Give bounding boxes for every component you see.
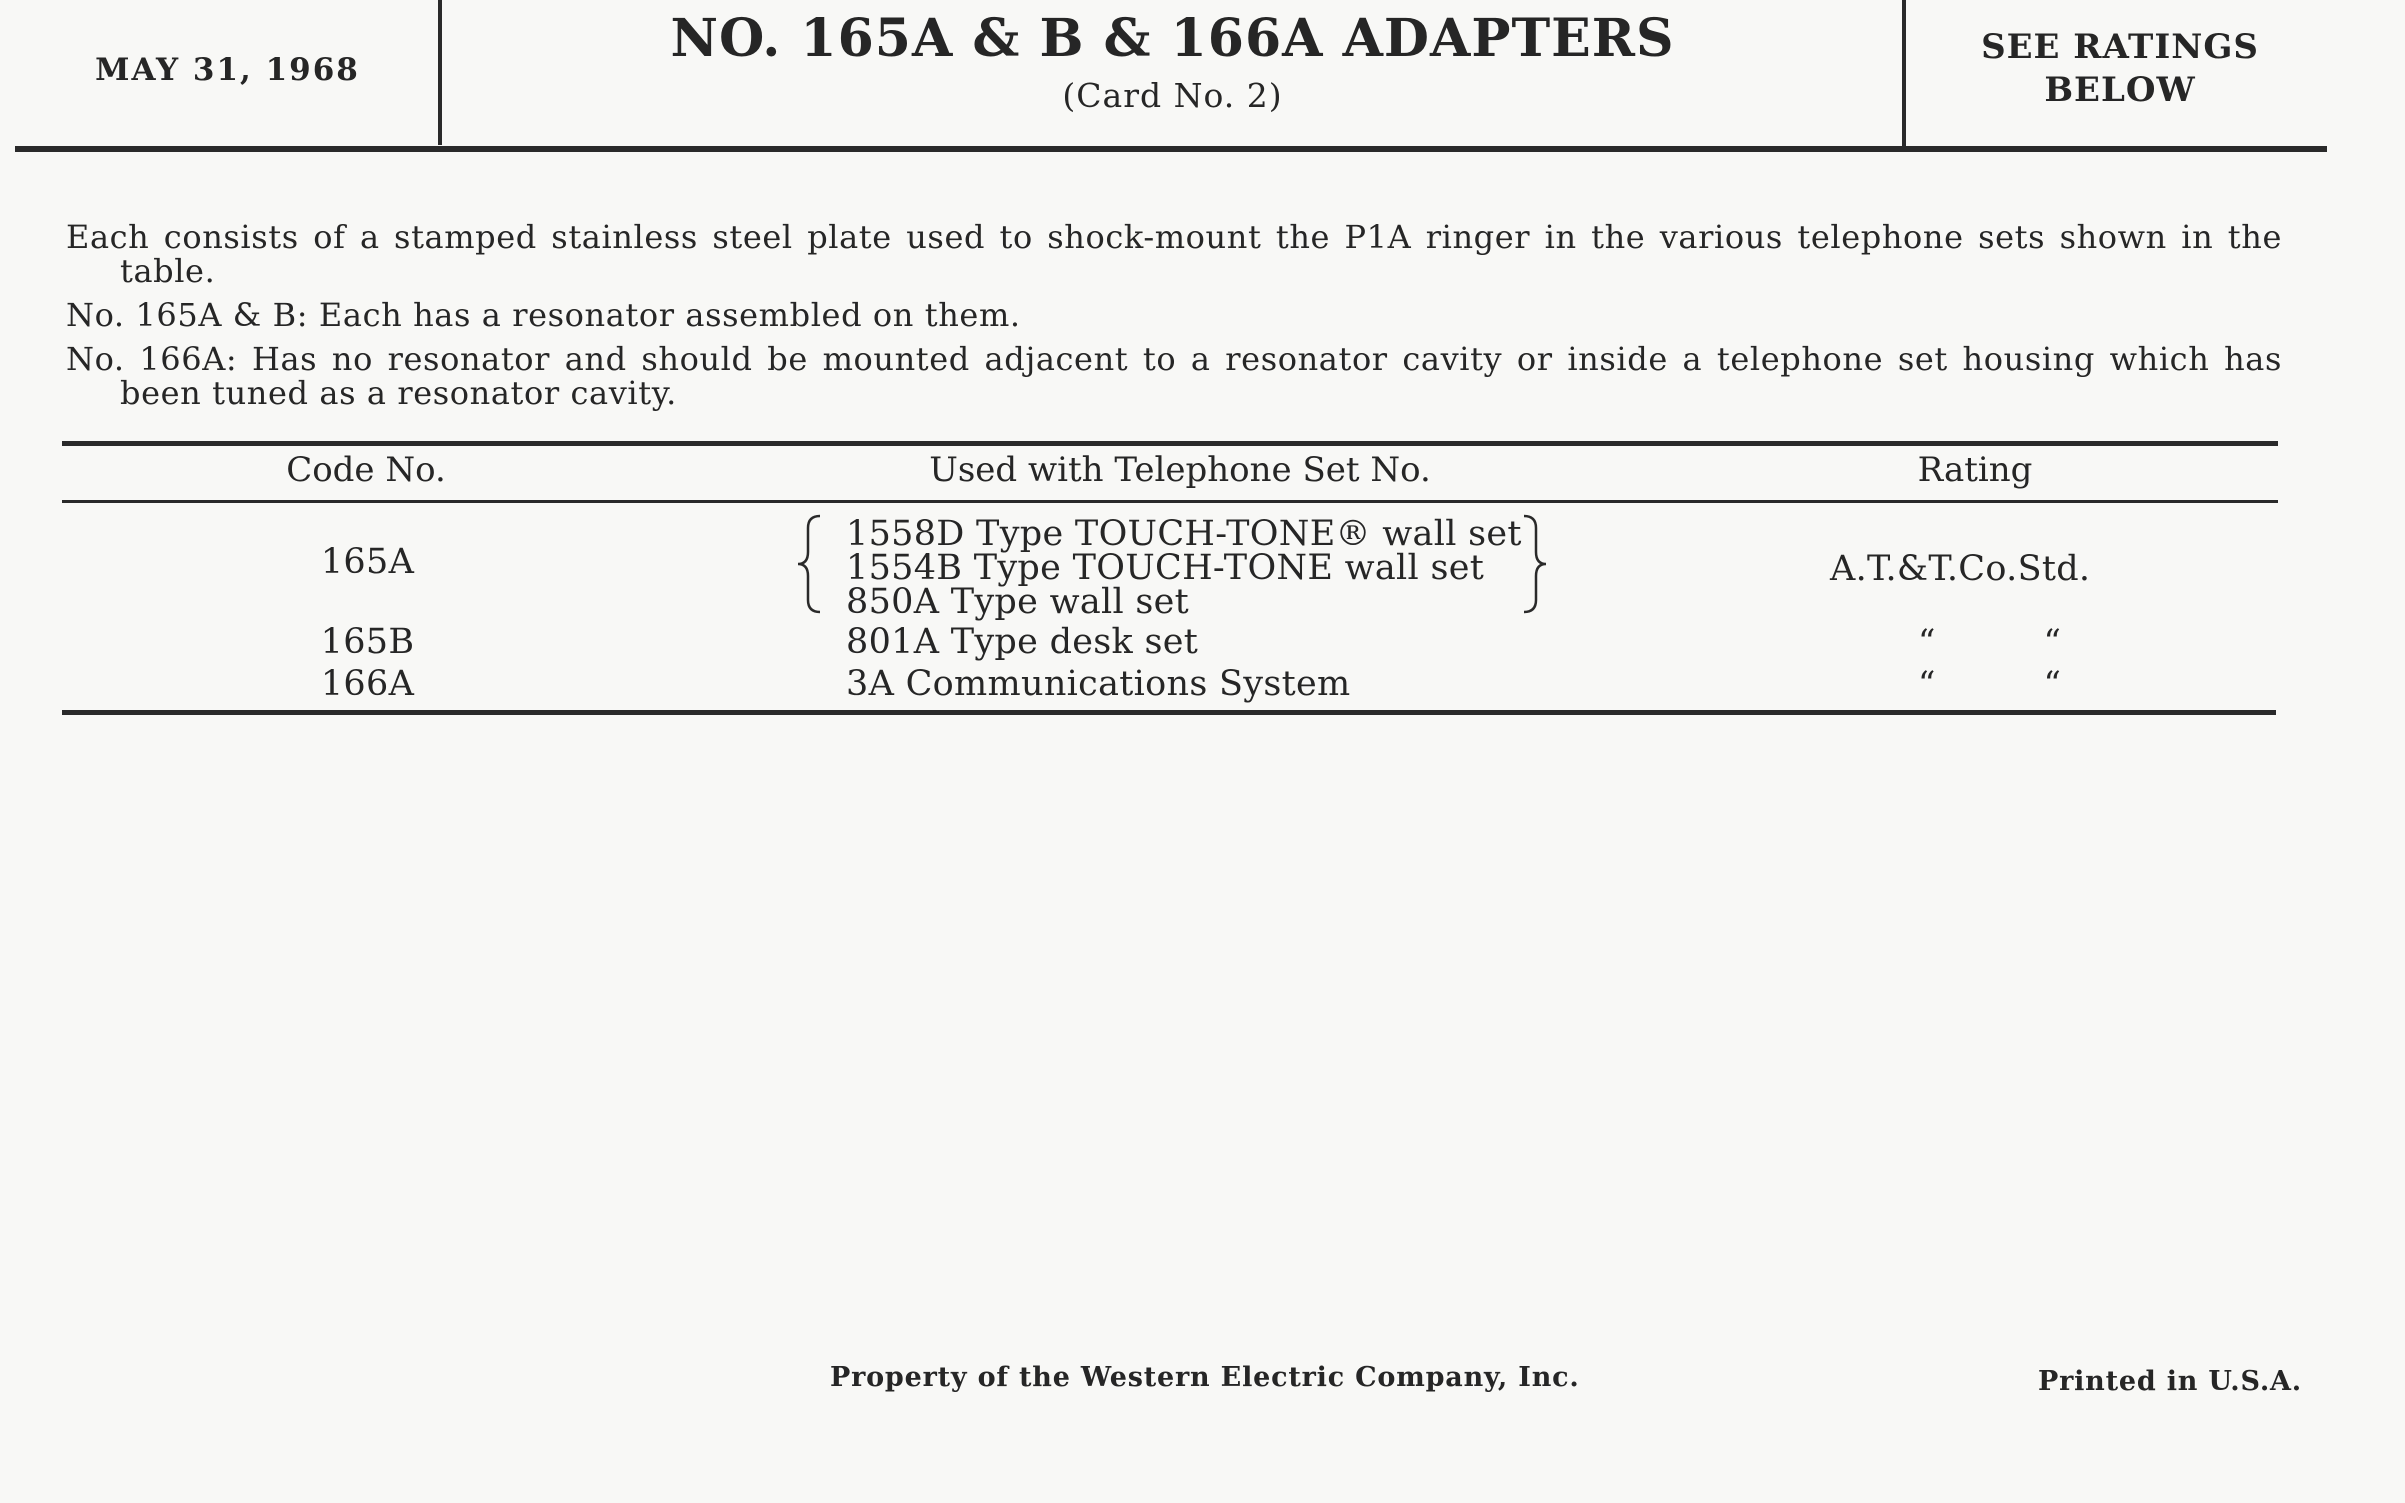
row-165a-code: 165A bbox=[320, 542, 415, 582]
footer-printed-in: Printed in U.S.A. bbox=[2038, 1366, 2302, 1397]
header-divider-right bbox=[1902, 0, 1906, 150]
header-rule bbox=[15, 146, 2327, 152]
description-paragraph-1: Each consists of a stamped stainless steel plate used to shock-mount the P1A ringer in the various telephone sets shown in the bbox=[66, 218, 2282, 256]
card-subtitle: (Card No. 2) bbox=[1062, 76, 1283, 115]
card-date: MAY 31, 1968 bbox=[95, 52, 360, 88]
left-brace-icon bbox=[796, 514, 824, 614]
description-paragraph-3: No. 166A: Has no resonator and should be mounted adjacent to a resonator cavity or inside a telephone set housing which has bbox=[66, 340, 2282, 378]
row-165b-code: 165B bbox=[320, 622, 415, 662]
header-divider-left bbox=[438, 0, 442, 145]
table-top-rule bbox=[62, 441, 2278, 446]
ratings-note bbox=[1910, 26, 2330, 112]
right-brace-icon bbox=[1520, 514, 1548, 614]
description-paragraph-3-continued: been tuned as a resonator cavity. bbox=[120, 374, 677, 412]
card-title: NO. 165A & B & 166A ADAPTERS bbox=[670, 8, 1675, 69]
table-bottom-rule bbox=[62, 710, 2276, 715]
row-166a-code: 166A bbox=[320, 664, 415, 704]
description-paragraph-1-continued: table. bbox=[120, 252, 216, 290]
row-166a-set: 3A Communications System bbox=[846, 664, 1351, 704]
footer-property-notice: Property of the Western Electric Company, Inc. bbox=[830, 1362, 1580, 1393]
row-165a-set-1: 1558D Type TOUCH-TONE® wall set bbox=[846, 514, 1522, 554]
row-165b-rating-ditto: “ “ bbox=[1918, 622, 2061, 662]
column-header-used-with: Used with Telephone Set No. bbox=[929, 450, 1431, 490]
row-165a-rating: A.T.&T.Co.Std. bbox=[1830, 549, 2091, 589]
column-header-rating: Rating bbox=[1917, 450, 2033, 490]
table-header-rule bbox=[62, 500, 2278, 503]
ratings-note-line2: BELOW bbox=[2044, 70, 2196, 110]
row-166a-rating-ditto: “ “ bbox=[1918, 664, 2061, 704]
row-165a-set-2: 1554B Type TOUCH-TONE wall set bbox=[846, 548, 1485, 588]
row-165a-set-3: 850A Type wall set bbox=[846, 582, 1190, 622]
ratings-note-line1: SEE RATINGS bbox=[1981, 27, 2259, 67]
column-header-code: Code No. bbox=[286, 450, 446, 490]
row-165b-set: 801A Type desk set bbox=[846, 622, 1199, 662]
description-paragraph-2: No. 165A & B: Each has a resonator assembled on them. bbox=[66, 296, 1021, 334]
